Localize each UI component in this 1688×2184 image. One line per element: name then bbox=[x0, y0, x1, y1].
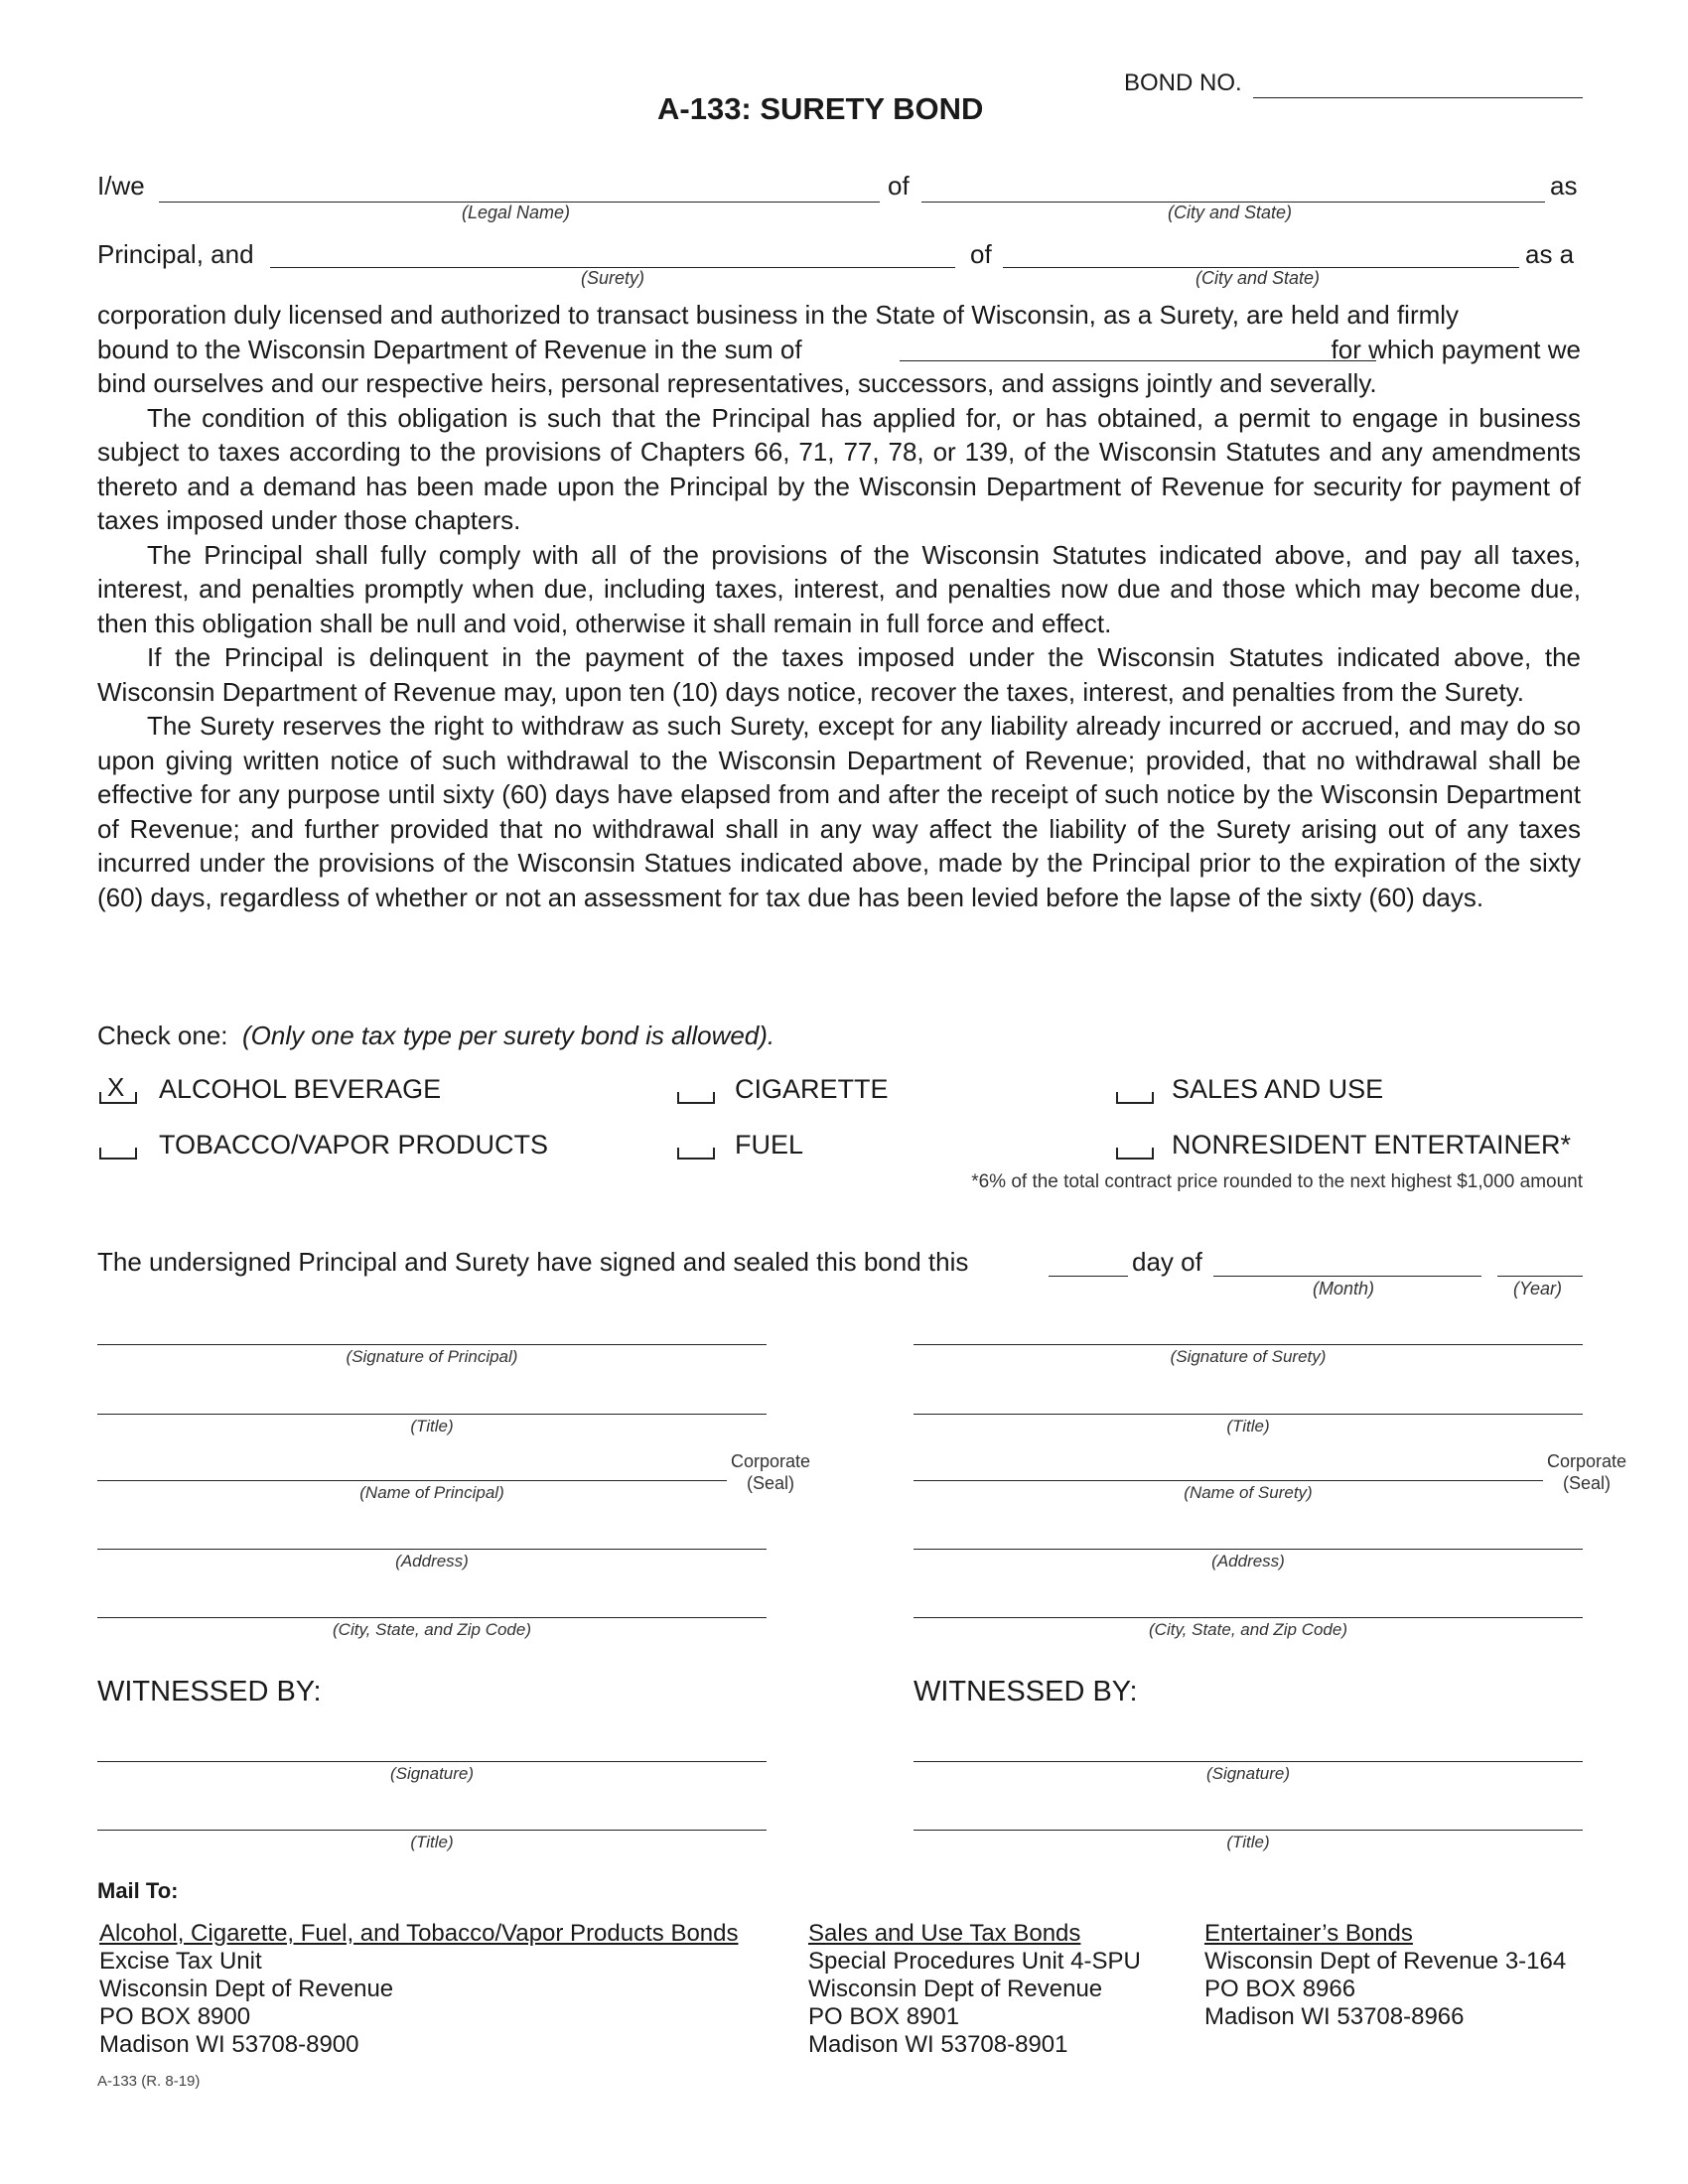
surety-signature-field[interactable] bbox=[914, 1344, 1583, 1345]
surety-address-field[interactable] bbox=[914, 1549, 1583, 1550]
fuel-checkbox[interactable] bbox=[677, 1148, 715, 1160]
principal-and-label: Principal, and bbox=[97, 239, 254, 269]
surety-city-state-caption: (City and State) bbox=[1196, 268, 1321, 288]
sales-use-option-label: SALES AND USE bbox=[1172, 1074, 1384, 1104]
of-label-1: of bbox=[888, 171, 910, 201]
principal-address-caption: (Address) bbox=[395, 1552, 469, 1570]
surety-name-caption: (Name of Surety) bbox=[1184, 1483, 1313, 1502]
principal-name-field[interactable] bbox=[97, 1480, 727, 1481]
surety-address-caption: (Address) bbox=[1211, 1552, 1285, 1570]
mail-col-sales-line-2: Wisconsin Dept of Revenue bbox=[808, 1976, 1103, 2002]
mail-col-excise-heading: Alcohol, Cigarette, Fuel, and Tobacco/Vapor Products Bonds bbox=[99, 1920, 739, 1947]
sum-field[interactable] bbox=[900, 360, 1376, 361]
witness-right-signature-field[interactable] bbox=[914, 1761, 1583, 1762]
check-one-text: Check one: bbox=[97, 1021, 228, 1050]
mail-to-label: Mail To: bbox=[97, 1878, 179, 1903]
form-id: A-133 (R. 8-19) bbox=[97, 2073, 201, 2090]
tobacco-checkbox[interactable] bbox=[99, 1148, 137, 1160]
principal-city-state-caption: (City and State) bbox=[1168, 203, 1293, 222]
witness-right-signature-caption: (Signature) bbox=[1205, 1764, 1291, 1783]
principal-name-caption: (Name of Principal) bbox=[359, 1483, 504, 1502]
principal-city-field[interactable] bbox=[97, 1617, 767, 1618]
mail-col-entertainer bbox=[1204, 1920, 1566, 2031]
bond-no-label: BOND NO. bbox=[1124, 69, 1242, 96]
principal-seal-corporate: Corporate bbox=[730, 1451, 811, 1471]
payment-text: for which payment we bbox=[1331, 334, 1581, 364]
principal-title-caption: (Title) bbox=[410, 1417, 454, 1435]
witness-heading-left: WITNESSED BY: bbox=[97, 1676, 322, 1707]
paragraph-2: The condition of this obligation is such that the Principal has applied for, or has obtained, a permit to engage in business subject to taxes according to the provisions of Chapters 66, 71, 77, 78, or 139, of the Wisconsin Statutes and any amendments thereto and a demand has been made upon the Principal by the Wisconsin Department of Revenue for security for payment of taxes imposed under those chapters. bbox=[97, 402, 1581, 535]
surety-seal-corporate: Corporate bbox=[1546, 1451, 1627, 1471]
page-title: A-133: SURETY BOND bbox=[657, 91, 984, 126]
witness-heading-right: WITNESSED BY: bbox=[914, 1676, 1138, 1707]
surety-name-sig-field[interactable] bbox=[914, 1480, 1543, 1481]
alcohol-option-label: ALCOHOL BEVERAGE bbox=[159, 1074, 442, 1104]
mail-col-entertainer-heading: Entertainer’s Bonds bbox=[1204, 1920, 1413, 1947]
surety-city-caption: (City, State, and Zip Code) bbox=[1149, 1620, 1347, 1639]
cigarette-option-label: CIGARETTE bbox=[735, 1074, 889, 1104]
principal-signature-field[interactable] bbox=[97, 1344, 767, 1345]
cigarette-checkbox[interactable] bbox=[677, 1092, 715, 1104]
surety-title-field[interactable] bbox=[914, 1414, 1583, 1415]
of-label-2: of bbox=[970, 239, 992, 269]
surety-city-field[interactable] bbox=[914, 1617, 1583, 1618]
witness-left-title-caption: (Title) bbox=[410, 1833, 454, 1851]
entertainer-footnote: *6% of the total contract price rounded to the next highest $1,000 amount bbox=[971, 1171, 1583, 1192]
paragraph-1-line-1: corporation duly licensed and authorized to transact business in the State of Wisconsin, as a Surety, are held and firmly bbox=[97, 300, 1460, 330]
surety-signature-caption: (Signature of Surety) bbox=[1170, 1347, 1327, 1366]
paragraph-4: If the Principal is delinquent in the payment of the taxes imposed under the Wisconsin Statutes indicated above, the Wisconsin Department of Revenue may, upon ten (10) days notice, recover the taxes, interest, and penalties from the Surety. bbox=[97, 642, 1581, 707]
month-field[interactable] bbox=[1213, 1276, 1481, 1277]
day-of-label: day of bbox=[1132, 1247, 1202, 1277]
mail-col-sales-line-4: Madison WI 53708-8901 bbox=[808, 2031, 1068, 2058]
mail-col-entertainer-line-2: PO BOX 8966 bbox=[1204, 1976, 1356, 2002]
check-one-label bbox=[97, 1021, 774, 1051]
principal-address-field[interactable] bbox=[97, 1549, 767, 1550]
sum-text: bound to the Wisconsin Department of Revenue in the sum of bbox=[97, 334, 802, 364]
iwe-label: I/we bbox=[97, 171, 145, 201]
mail-col-excise-line-3: PO BOX 8900 bbox=[99, 2003, 251, 2030]
mail-col-excise-line-2: Wisconsin Dept of Revenue bbox=[99, 1976, 394, 2002]
principal-title-field[interactable] bbox=[97, 1414, 767, 1415]
mail-col-sales bbox=[808, 1920, 1141, 2059]
entertainer-checkbox[interactable] bbox=[1116, 1148, 1154, 1160]
paragraph-5: The Surety reserves the right to withdraw as such Surety, except for any liability already incurred or accrued, and may do so upon giving written notice of such withdrawal to the Wisconsin Department of Revenue; provided, that no withdrawal shall be effective for any purpose until sixty (60) days have elapsed from and after the receipt of such notice by the Wisconsin Department of Revenue; and further provided that no withdrawal shall in any way affect the liability of the Surety arising out of any taxes incurred under the provisions of the Wisconsin Statues indicated above, made by the Principal prior to the expiration of the sixty (60) days, regardless of whether or not an assessment for tax due has been levied before the lapse of the sixty (60) days. bbox=[97, 711, 1581, 912]
bond-no-field[interactable] bbox=[1253, 97, 1583, 98]
mail-col-sales-line-1: Special Procedures Unit 4-SPU bbox=[808, 1948, 1141, 1975]
surety-caption: (Surety) bbox=[581, 268, 645, 288]
mail-col-sales-line-3: PO BOX 8901 bbox=[808, 2003, 960, 2030]
paragraph-3: The Principal shall fully comply with all of the provisions of the Wisconsin Statutes indicated above, and pay all taxes, interest, and penalties promptly when due, including taxes, interest, and penalties now due and those which may become due, then this obligation shall be null and void, otherwise it shall remain in full force and effect. bbox=[97, 539, 1581, 638]
paragraph-1-line-2 bbox=[97, 333, 1581, 367]
entertainer-option-label: NONRESIDENT ENTERTAINER* bbox=[1172, 1130, 1572, 1160]
witness-right-title-field[interactable] bbox=[914, 1830, 1583, 1831]
paragraph-1-line-3: bind ourselves and our respective heirs, personal representatives, successors, and assigns jointly and severally. bbox=[97, 368, 1377, 398]
mail-col-excise bbox=[99, 1920, 739, 2059]
as-label: as bbox=[1550, 171, 1578, 201]
witness-left-signature-caption: (Signature) bbox=[389, 1764, 475, 1783]
fuel-option-label: FUEL bbox=[735, 1130, 804, 1160]
year-caption: (Year) bbox=[1513, 1279, 1563, 1298]
signed-text: The undersigned Principal and Surety have signed and sealed this bond this bbox=[97, 1247, 969, 1277]
year-field[interactable] bbox=[1497, 1276, 1583, 1277]
tobacco-option-label: TOBACCO/VAPOR PRODUCTS bbox=[159, 1130, 549, 1160]
principal-city-caption: (City, State, and Zip Code) bbox=[333, 1620, 531, 1639]
mail-col-entertainer-line-3: Madison WI 53708-8966 bbox=[1204, 2003, 1465, 2030]
as-a-label: as a bbox=[1525, 239, 1575, 269]
mail-col-excise-line-1: Excise Tax Unit bbox=[99, 1948, 262, 1975]
witness-right-title-caption: (Title) bbox=[1226, 1833, 1270, 1851]
mail-col-sales-heading: Sales and Use Tax Bonds bbox=[808, 1920, 1081, 1947]
alcohol-checkmark: X bbox=[107, 1072, 125, 1102]
surety-seal-label: (Seal) bbox=[1562, 1473, 1611, 1493]
check-one-note: (Only one tax type per surety bond is allowed). bbox=[241, 1021, 775, 1050]
sales-use-checkbox[interactable] bbox=[1116, 1092, 1154, 1104]
witness-left-title-field[interactable] bbox=[97, 1830, 767, 1831]
day-field[interactable] bbox=[1049, 1276, 1128, 1277]
month-caption: (Month) bbox=[1313, 1279, 1375, 1298]
principal-signature-caption: (Signature of Principal) bbox=[346, 1347, 518, 1366]
mail-col-entertainer-line-1: Wisconsin Dept of Revenue 3-164 bbox=[1204, 1948, 1567, 1975]
legal-name-caption: (Legal Name) bbox=[462, 203, 571, 222]
surety-title-caption: (Title) bbox=[1226, 1417, 1270, 1435]
witness-left-signature-field[interactable] bbox=[97, 1761, 767, 1762]
principal-seal-label: (Seal) bbox=[746, 1473, 794, 1493]
mail-col-excise-line-4: Madison WI 53708-8900 bbox=[99, 2031, 359, 2058]
bond-body bbox=[97, 298, 1581, 914]
